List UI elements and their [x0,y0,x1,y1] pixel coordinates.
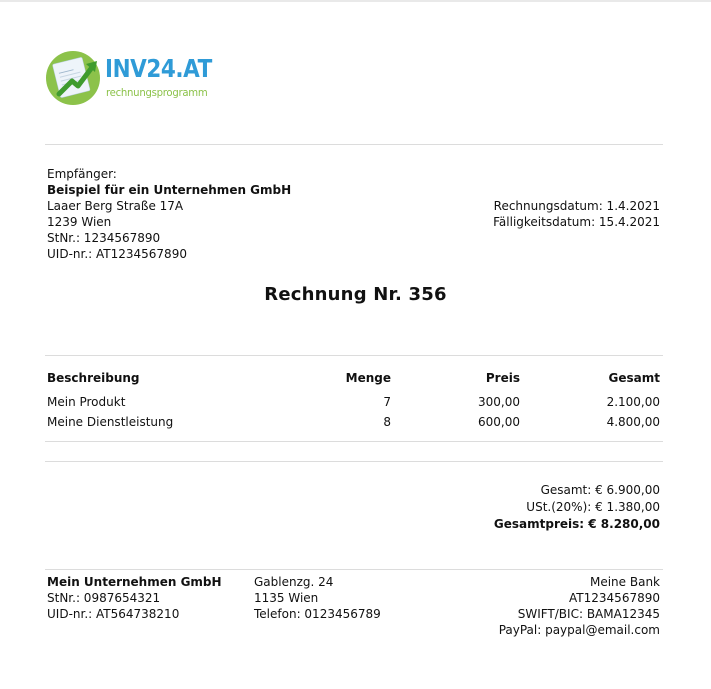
footer-uid: UID-nr.: AT564738210 [47,607,180,621]
row-price: 300,00 [478,395,520,409]
invoice-date: Rechnungsdatum: 1.4.2021 [493,199,660,213]
recipient-uid: UID-nr.: AT1234567890 [47,247,187,261]
recipient-name: Beispiel für ein Unternehmen GmbH [47,183,292,197]
header-description: Beschreibung [47,371,140,385]
table-bottom-divider [45,441,663,442]
row-description: Mein Produkt [47,395,126,409]
document-with-green-arrow-logo-icon [45,48,103,106]
company-logo [45,46,245,106]
footer-phone: Telefon: 0123456789 [254,607,381,621]
invoice-title: Rechnung Nr. 356 [264,284,447,305]
row-total: 2.100,00 [606,395,660,409]
gross-total: Gesamtpreis: € 8.280,00 [493,517,660,531]
footer-company-name: Mein Unternehmen GmbH [47,575,222,589]
logo-subtitle: rechnungsprogramm [106,86,208,99]
row-quantity: 8 [383,415,391,429]
totals-divider [45,461,663,462]
recipient-label: Empfänger: [47,167,117,181]
footer-divider [45,569,663,570]
row-quantity: 7 [383,395,391,409]
footer-bank-name: Meine Bank [589,575,660,589]
table-top-divider [45,355,663,356]
header-total: Gesamt [608,371,660,385]
net-total: Gesamt: € 6.900,00 [540,483,660,497]
footer-iban: AT1234567890 [569,591,660,605]
row-price: 600,00 [478,415,520,429]
tax-total: USt.(20%): € 1.380,00 [526,500,660,514]
footer-tax-number: StNr.: 0987654321 [47,591,161,605]
header-price: Preis [485,371,520,385]
due-date: Fälligkeitsdatum: 15.4.2021 [493,215,660,229]
footer-swift: SWIFT/BIC: BAMA12345 [517,607,660,621]
logo-title: INV24.AT [105,54,212,83]
row-description: Meine Dienstleistung [47,415,174,429]
footer-street: Gablenzg. 24 [254,575,334,589]
top-border [0,0,711,2]
header-divider [45,144,663,145]
footer-paypal: PayPal: paypal@email.com [498,623,660,637]
header-quantity: Menge [345,371,391,385]
row-total: 4.800,00 [606,415,660,429]
recipient-city: 1239 Wien [47,215,112,229]
footer-city: 1135 Wien [254,591,319,605]
recipient-tax-number: StNr.: 1234567890 [47,231,161,245]
recipient-street: Laaer Berg Straße 17A [47,199,184,213]
